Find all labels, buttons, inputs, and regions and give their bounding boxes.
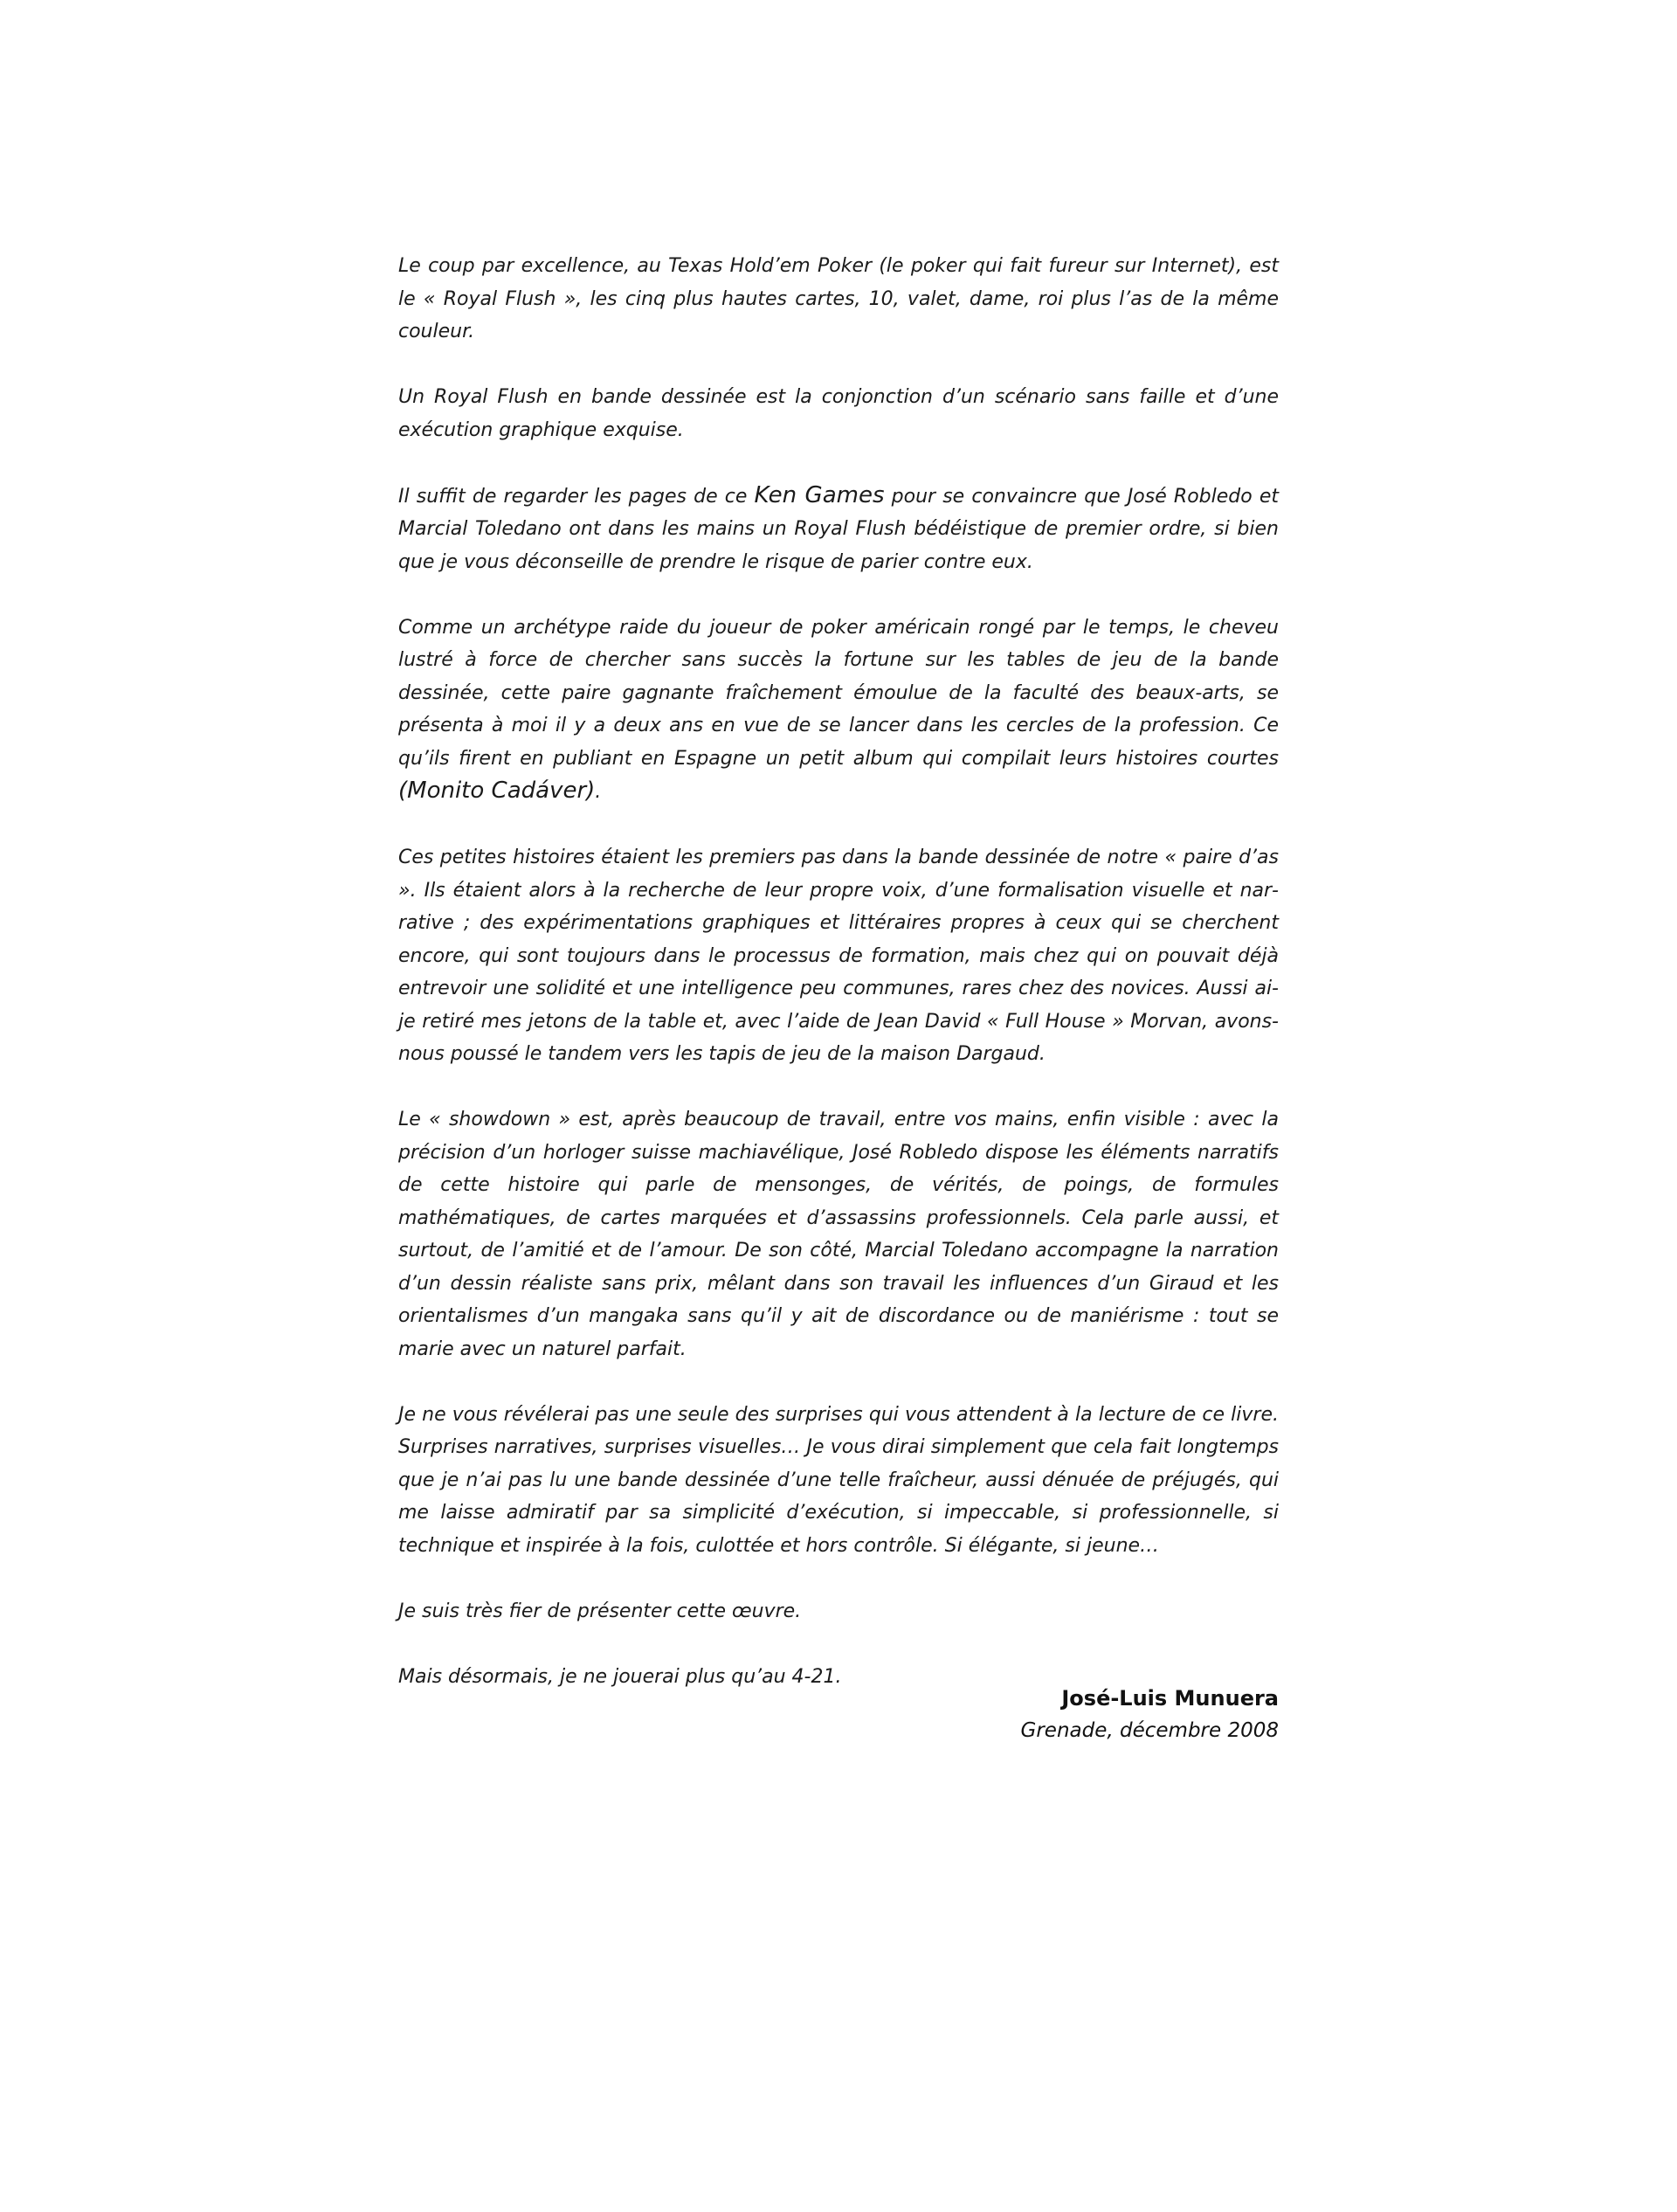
signature-name: José-Luis Munuera	[1061, 1686, 1279, 1711]
paragraph-text: pour se convaincre que José Robledo et Marcial Toledano ont dans les mains un Royal Flush bédéistique de premier ordre, si bien que je vous déconseille de prendre le risque de parier contre eux.	[398, 485, 1279, 573]
paragraph-first-steps: Ces petites histoires étaient les premiers pas dans la bande dessinée de notre « paire d’as ». Ils étaient alors à la recherche de leur propre voix, d’une formalisation visuelle et narrative ; des expérimentations graphiques et littéraires propres à ceux qui se cherchent encore, qui sont toujours dans le processus de formation, mais chez qui on pouvait déjà entrevoir une solidité et une intelligence peu communes, rares chez des novices. Aussi ai-je retiré mes jetons de la table et, avec l’aide de Jean David « Full House » Morvan, avons-nous poussé le tandem vers les tapis de jeu de la maison Dargaud.	[398, 847, 1279, 1065]
paragraph-showdown: Le « showdown » est, après beaucoup de travail, entre vos mains, enfin visible : avec la précision d’un horloger suisse machiavélique, José Robledo dispose les éléments narratifs de cette histoire qui parle de mensonges, de vérités, de poings, de formules mathématiques, de cartes marquées et d’assassins professionnels. Cela parle aussi, et surtout, de l’amitié et de l’amour. De son côté, Marcial Toledano accompagne la narration d’un dessin réaliste sans prix, mêlant dans son travail les influences d’un Giraud et les orientalismes d’un mangaka sans qu’il y ait de discordance ou de maniérisme : tout se marie avec un naturel parfait.	[398, 1109, 1279, 1360]
paragraph-surprises: Je ne vous révélerai pas une seule des surprises qui vous attendent à la lecture de ce livre. Surprises narratives, surprises visuelles… Je vous dirai simplement que cela fait longtemps que je n’ai pas lu une bande dessinée d’une telle fraîcheur, aussi dénuée de préjugés, qui me laisse admiratif par sa simplicité d’exécution, si impeccable, si professionnelle, si technique et inspirée à la fois, culottée et hors contrôle. Si élégante, si jeune…	[398, 1403, 1279, 1557]
paragraph-text: Comme un archétype raide du joueur de poker américain rongé par le temps, le cheveu lustré à force de chercher sans succès la fortune sur les tables de jeu de la bande dessinée, cette paire gagnante fraîchement émoulue de la faculté des beaux-arts, se présenta à moi il y a deux ans en vue de se lancer dans les cercles de la profession. Ce qu’ils firent en publiant en Espagne un petit album qui compilait leurs histoires courtes	[398, 616, 1279, 770]
paragraph-ken-games	[398, 480, 1279, 579]
preface-body	[398, 250, 1279, 1693]
paragraph-text: Il suffit de regarder les pages de ce	[398, 485, 755, 508]
album-title: (Monito Cadáver)	[398, 778, 596, 804]
paragraph-closing: Mais désormais, je ne jouerai plus qu’au 4-21.	[398, 1665, 842, 1688]
signature-place-date: Grenade, décembre 2008	[1020, 1719, 1279, 1742]
paragraph-royal-flush-bd: Un Royal Flush en bande dessinée est la conjonction d’un scénario sans faille et d’une exécution graphique exquise.	[398, 386, 1279, 441]
book-title: Ken Games	[754, 481, 885, 508]
paragraph-royal-flush-definition: Le coup par excellence, au Texas Hold’em Poker (le poker qui fait fureur sur Internet), est le « Royal Flush », les cinq plus hautes cartes, 10, valet, dame, roi plus l’as de la même couleur.	[398, 255, 1279, 342]
paragraph-proud: Je suis très fier de présenter cette œuvre.	[398, 1600, 802, 1622]
paragraph-authors-arrival	[398, 612, 1279, 809]
paragraph-text: .	[595, 781, 602, 803]
signature-block	[398, 1683, 1279, 1747]
